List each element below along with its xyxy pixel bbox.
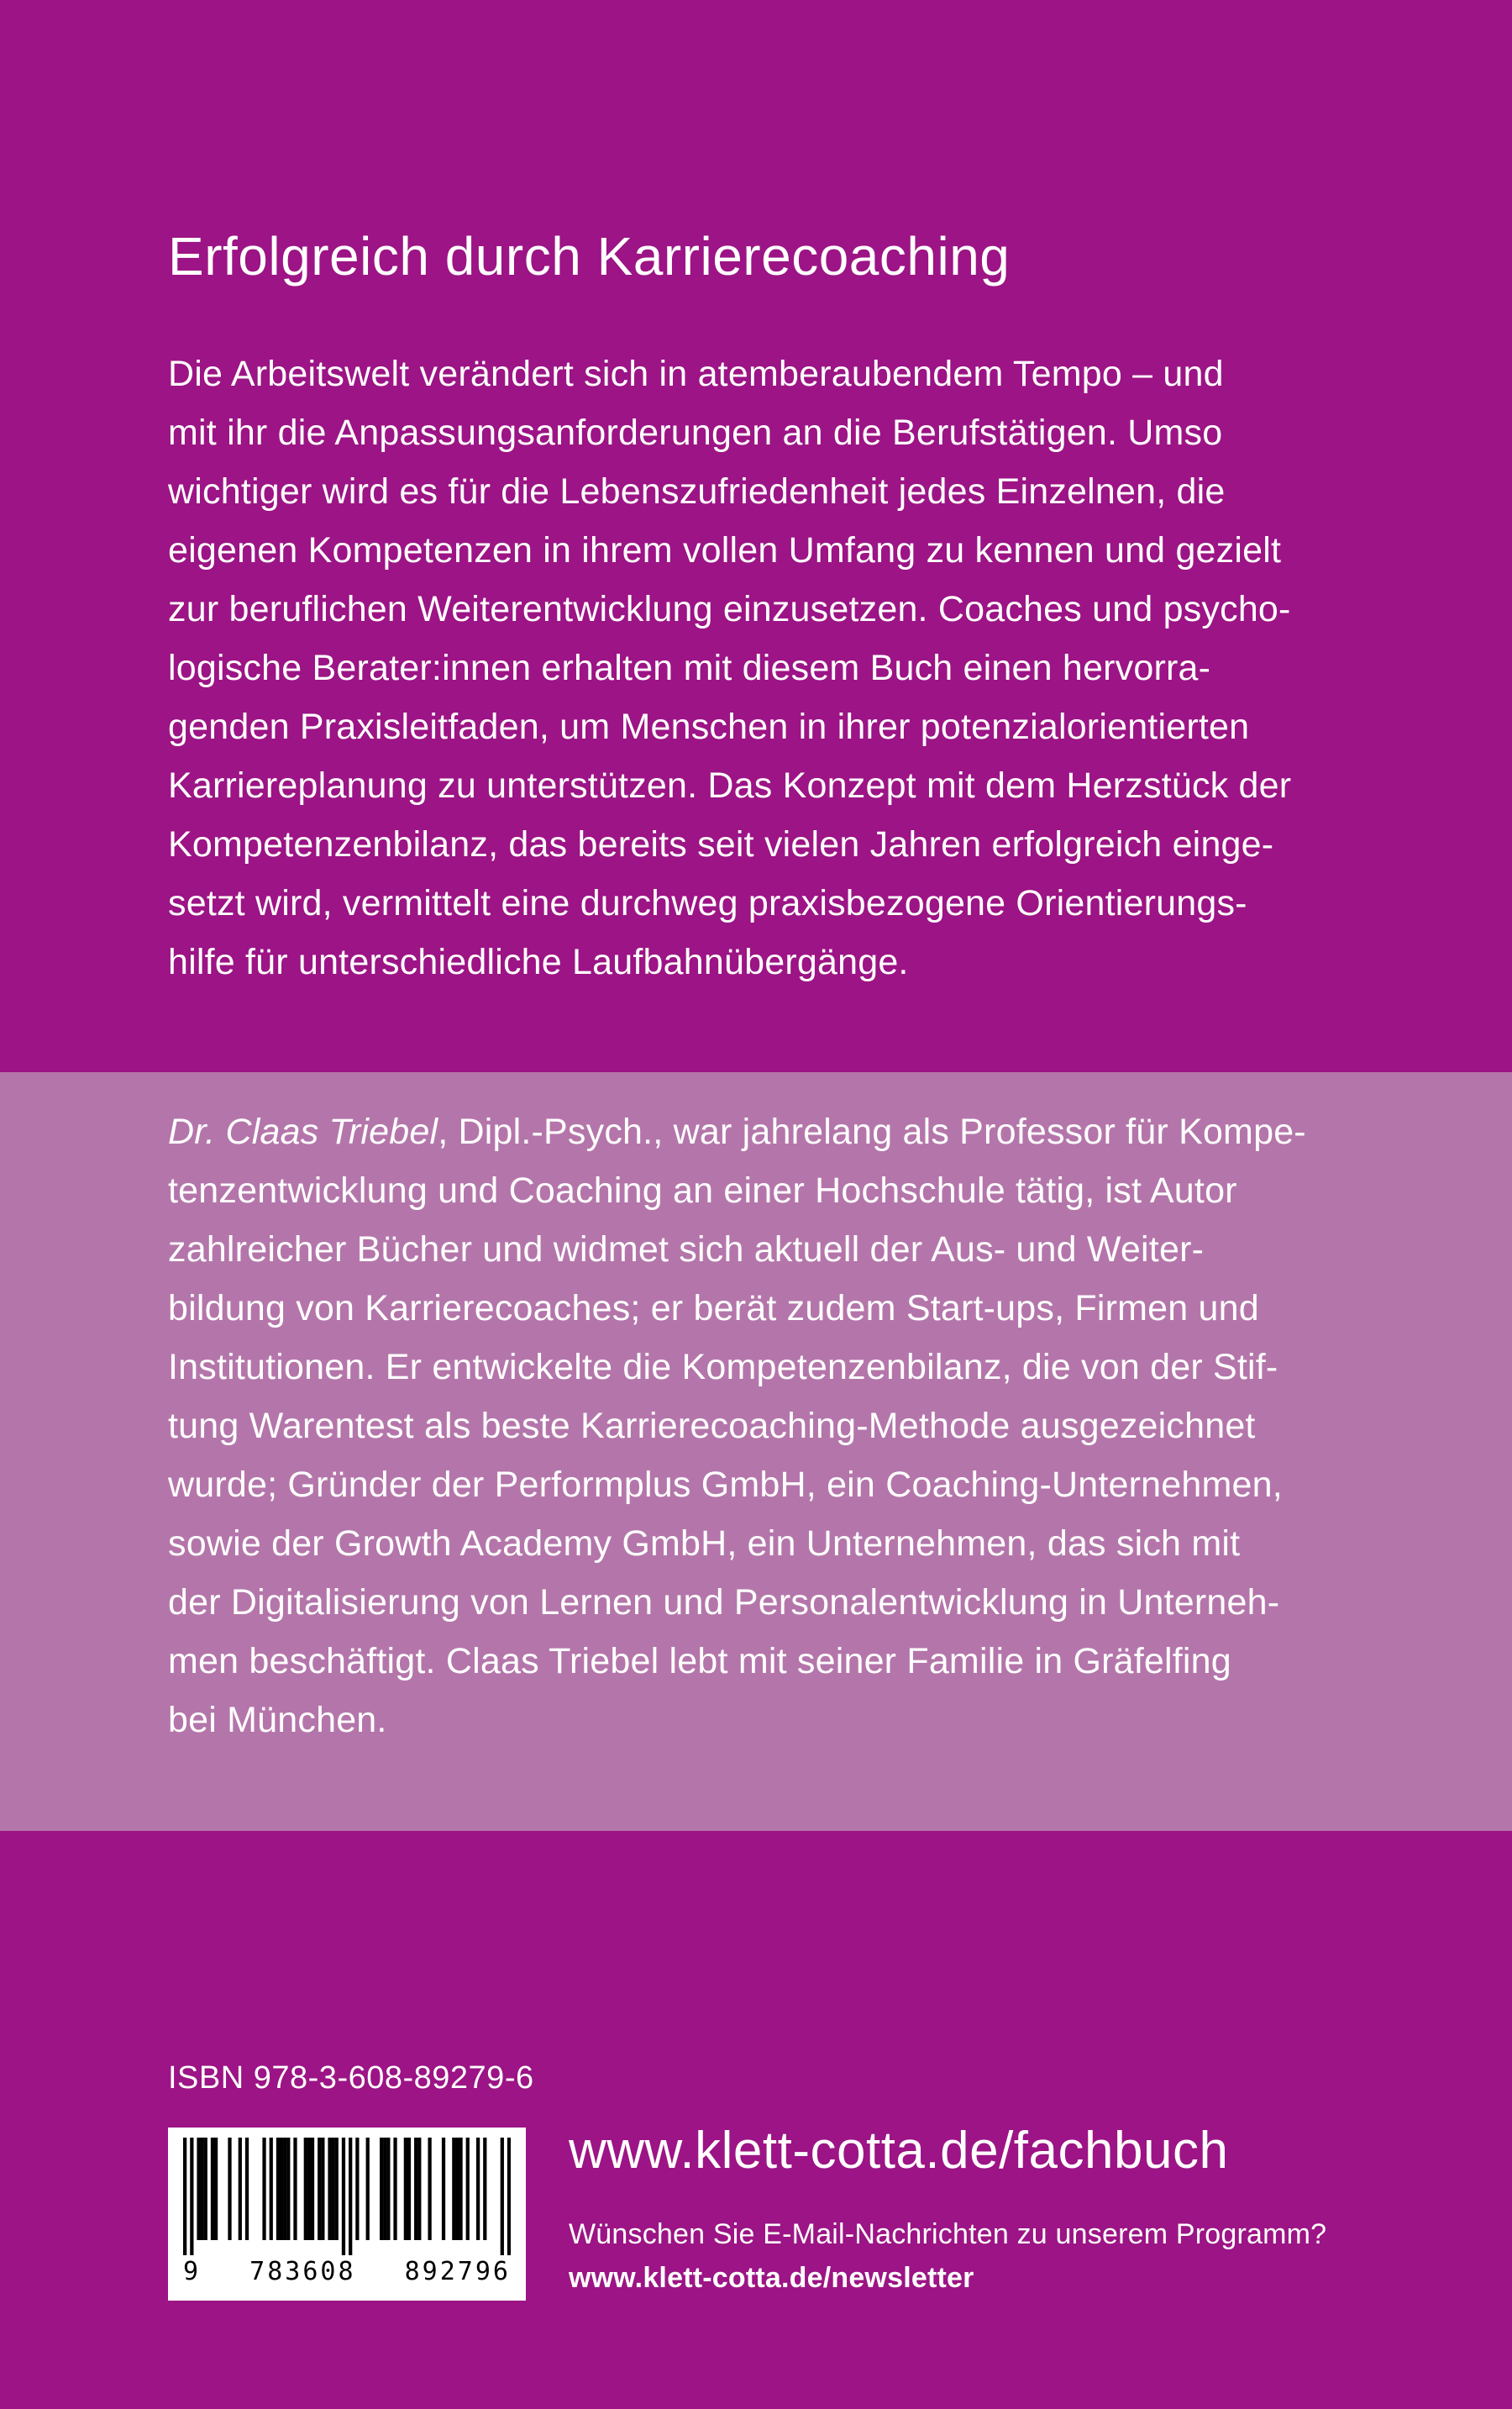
bio-lines: tenzentwicklung und Coaching an einer Hochschule tätig, ist Autor zahlreicher Bücher und widmet sich aktuell der Aus- und Weiter- bildung von Karrierecoaches; er berät zudem Start-ups, Firmen und Institutionen. Er entwickelte die Kompetenzenbilanz, die von der Stif- tung Warentest als beste Karrierecoaching-Methode ausgezeichnet wurde; Gründer der Performplus GmbH, ein Coaching-Unternehmen, sowie der Growth Academy GmbH, ein Unternehmen, das sich mit der Digitalisierung von Lernen und Personalentwicklung in Unterneh- men beschäftigt. Claas Triebel lebt mit seiner Familie in Gräfelfing bei München. bbox=[168, 1170, 1283, 1740]
intro-paragraph: Die Arbeitswelt verändert sich in atemberaubendem Tempo – und mit ihr die Anpassungsanforderungen an die Berufstätigen. Umso wichtiger wird es für die Lebenszufriedenheit jedes Einzelnen, die eigenen Kompetenzen in ihrem vollen Umfang zu kennen und gezielt zur beruflichen Weiterentwicklung einzusetzen. Coaches und psycho- logische Berater:innen erhalten mit diesem Buch einen hervorra- genden Praxisleitfaden, um Menschen in ihrer potenzialorientierten Karriereplanung zu unterstützen. Das Konzept mit dem Herzstück der Kompetenzenbilanz, das bereits seit vielen Jahren erfolgreich einge- setzt wird, vermittelt eine durchweg praxisbezogene Orientierungs- hilfe für unterschiedliche Laufbahnübergänge. bbox=[168, 354, 1292, 982]
author-name: Dr. Claas Triebel bbox=[168, 1112, 438, 1152]
author-bio bbox=[168, 1102, 1411, 1749]
newsletter-question: Wünschen Sie E-Mail-Nachrichten zu unserem Programm? bbox=[569, 2218, 1327, 2250]
barcode-bars bbox=[183, 2138, 511, 2255]
bio-first-line bbox=[168, 1102, 1411, 1161]
isbn-label: ISBN 978-3-608-89279-6 bbox=[168, 2060, 534, 2096]
newsletter-url: www.klett-cotta.de/newsletter bbox=[569, 2262, 974, 2294]
barcode-digits bbox=[183, 2257, 511, 2286]
barcode-digit-group: 892796 bbox=[404, 2257, 511, 2286]
barcode-digit-group: 9 bbox=[183, 2257, 202, 2286]
bio-first-line-rest: , Dipl.-Psych., war jahrelang als Professor für Kompe- bbox=[438, 1112, 1306, 1152]
fachbuch-url: www.klett-cotta.de/fachbuch bbox=[569, 2122, 1229, 2180]
barcode-digit-group: 783608 bbox=[249, 2257, 356, 2286]
ean13-barcode bbox=[168, 2128, 526, 2301]
headline: Erfolgreich durch Karrierecoaching bbox=[168, 226, 1011, 287]
